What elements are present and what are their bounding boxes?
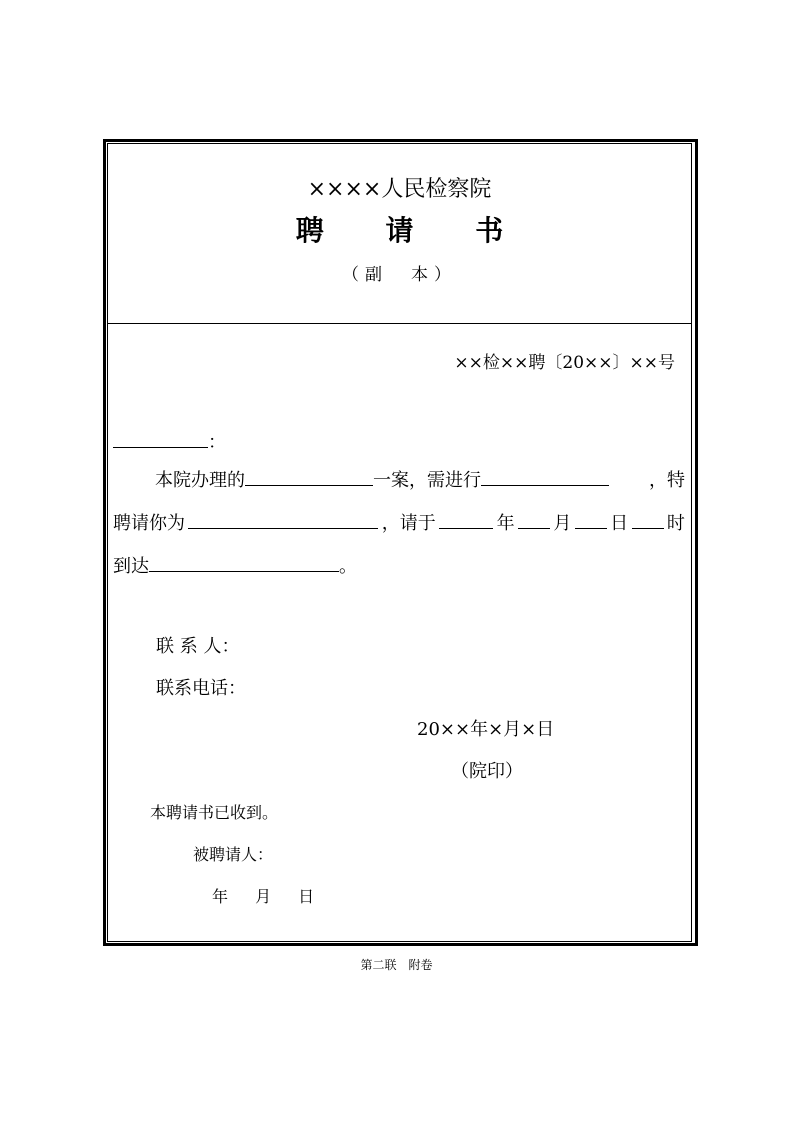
issue-date: 20××年×月×日 bbox=[417, 719, 555, 740]
body-text: 一案，需进行 bbox=[373, 470, 481, 491]
case-name-blank[interactable] bbox=[245, 467, 373, 486]
month-blank[interactable] bbox=[518, 510, 550, 529]
year-label: 年 bbox=[496, 513, 515, 534]
document-title: 聘 请 书 bbox=[295, 214, 530, 247]
body-text: ，特 bbox=[649, 470, 685, 491]
page-footer: 第二联 附卷 bbox=[360, 958, 433, 972]
body-text: 本院办理的 bbox=[155, 470, 245, 491]
body-text: 聘请你为 bbox=[113, 513, 185, 534]
addressee-colon: ： bbox=[208, 432, 226, 453]
hour-blank[interactable] bbox=[632, 510, 664, 529]
body-line-1 bbox=[113, 466, 685, 492]
receipt-date-blank: 年 月 日 bbox=[212, 887, 317, 906]
organization-name: ××××人民检察院 bbox=[307, 177, 492, 202]
copy-label: （副 本） bbox=[342, 265, 457, 285]
role-blank[interactable] bbox=[188, 510, 378, 529]
header-divider bbox=[108, 323, 691, 324]
body-text: ，请于 bbox=[381, 513, 436, 534]
task-blank[interactable] bbox=[481, 467, 609, 486]
location-blank[interactable] bbox=[149, 553, 339, 572]
addressee-blank[interactable] bbox=[113, 429, 208, 448]
month-label: 月 bbox=[553, 513, 572, 534]
contact-phone-label: 联系电话： bbox=[156, 678, 246, 699]
body-text: 到达 bbox=[113, 556, 149, 577]
day-label: 日 bbox=[610, 513, 629, 534]
year-blank[interactable] bbox=[439, 510, 493, 529]
invitee-label: 被聘请人： bbox=[193, 845, 274, 864]
addressee-line bbox=[113, 428, 685, 454]
contact-person-label: 联 系 人： bbox=[156, 636, 240, 657]
receipt-confirmation: 本聘请书已收到。 bbox=[150, 803, 279, 822]
body-line-2 bbox=[113, 509, 685, 535]
court-seal-label: （院印） bbox=[451, 761, 523, 782]
body-line-3 bbox=[113, 552, 685, 578]
document-number: ××检××聘〔20××〕××号 bbox=[454, 353, 675, 373]
hour-label: 时 bbox=[666, 513, 685, 534]
body-text: 。 bbox=[339, 556, 357, 577]
day-blank[interactable] bbox=[575, 510, 607, 529]
